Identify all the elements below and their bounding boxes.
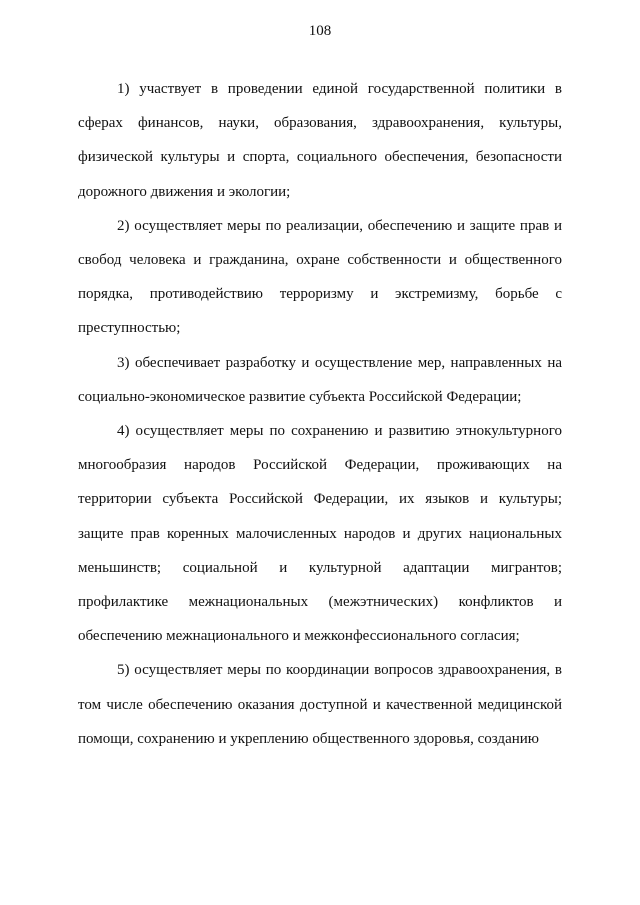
page-number: 108 — [308, 23, 332, 39]
document-body — [78, 72, 562, 756]
paragraph-1: 1) участвует в проведении единой государственной политики в сферах финансов, науки, образования, здравоохранения, культуры, физической культуры и спорта, социального обеспечения, безопасности дорожного движения и экологии; — [78, 81, 562, 200]
paragraph-3: 3) обеспечивает разработку и осуществление мер, направленных на социально-экономическое развитие субъекта Российской Федерации; — [78, 354, 562, 405]
paragraph-4: 4) осуществляет меры по сохранению и развитию этнокультурного многообразия народов Российской Федерации, проживающих на территории субъекта Российской Федерации, их языков и культуры; защите прав коренных малочисленных народов и других национальных меньшинств; социальной и культурной адаптации мигрантов; профилактике межнациональных (межэтнических) конфликтов и обеспечению межнационального и межконфессионального согласия; — [78, 423, 562, 645]
paragraph-5: 5) осуществляет меры по координации вопросов здравоохранения, в том числе обеспечению оказания доступной и качественной медицинской помощи, сохранению и укреплению общественного здоровья, созданию — [78, 662, 562, 747]
paragraph-2: 2) осуществляет меры по реализации, обеспечению и защите прав и свобод человека и гражданина, охране собственности и общественного порядка, противодействию терроризму и экстремизму, борьбе с преступностью; — [78, 217, 562, 337]
